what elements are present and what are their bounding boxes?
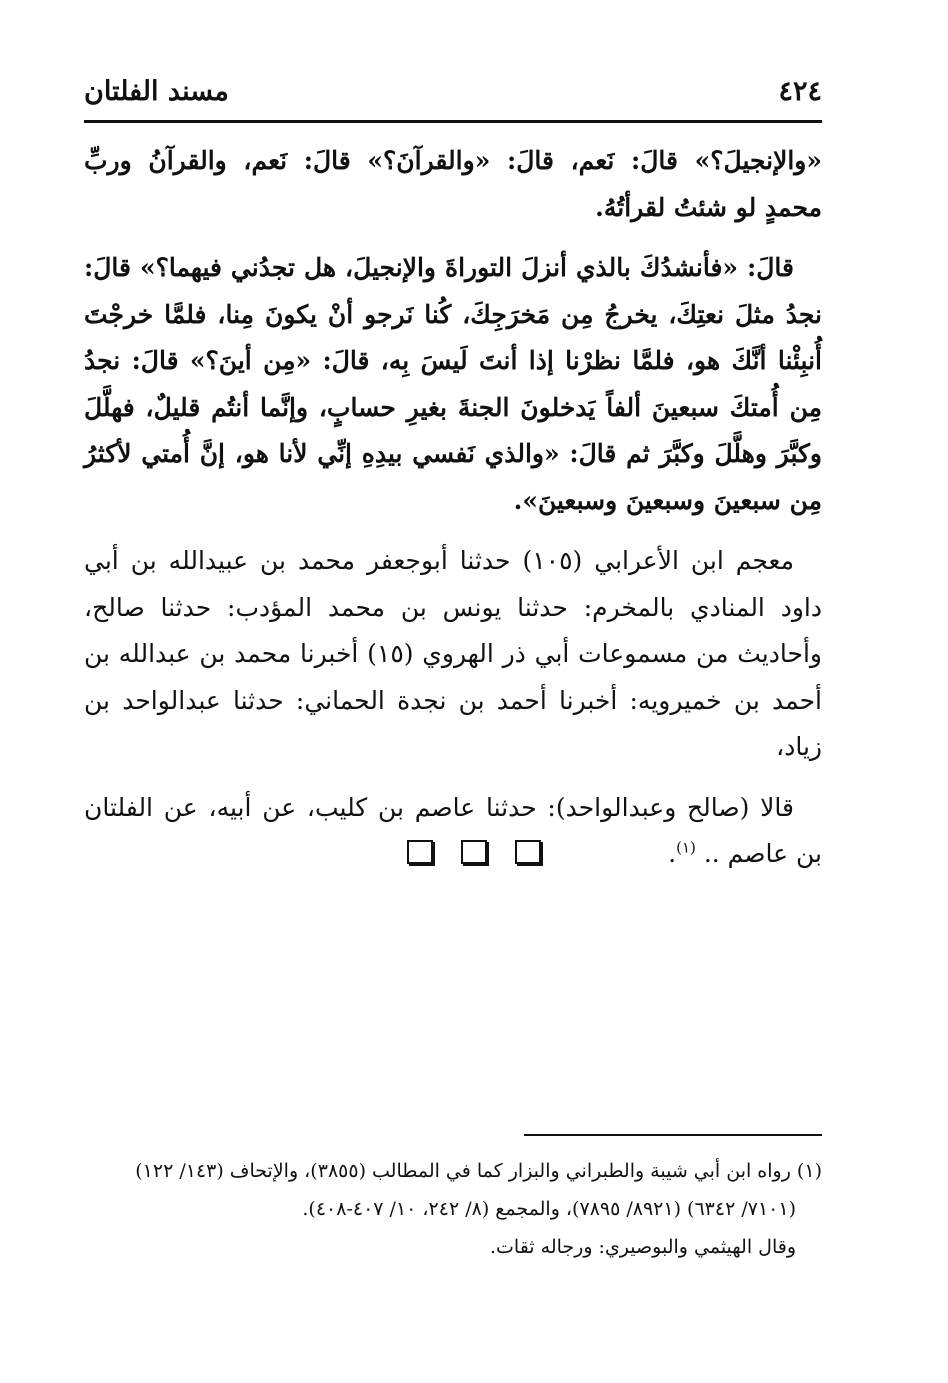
footnote-line-3: وقال الهيثمي والبوصيري: ورجاله ثقات. <box>489 1236 796 1258</box>
footnote-line-1: (١) رواه ابن أبي شيبة والطبراني والبزار كما في المطالب (٣٨٥٥)، والإتحاف (١٤٣/ ١٢٢) <box>135 1160 822 1182</box>
header-rule <box>84 120 822 123</box>
paragraph-isnad-1: معجم ابن الأعرابي (١٠٥) حدثنا أبوجعفر محمد بن عبيدالله بن أبي داود المنادي بالمخرم: حدثنا يونس بن محمد المؤدب: حدثنا صالح، وأحاديث من مسموعات أبي ذر الهروي (١٥) أخبرنا محمد بن عبدالله بن أحمد بن خميرويه: أخبرنا أحمد بن نجدة الحماني: حدثنا عبدالواحد بن زياد، <box>84 546 822 761</box>
section-separator <box>0 840 948 868</box>
footnote-rule <box>524 1134 822 1136</box>
running-title: مسند الفلتان <box>84 76 229 107</box>
footnote-line-2: (٧١٠١/ ٦٣٤٢) (٨٩٢١/ ٧٨٩٥)، والمجمع (٨/ ٢٤٢، ١٠/ ٤٠٧-٤٠٨). <box>302 1198 796 1220</box>
footnote-marker: (١) <box>676 838 696 857</box>
paragraph-dialogue-2: قالَ: «فأنشدُكَ بالذي أنزلَ التوراةَ والإنجيلَ، هل تجدُني فيهما؟» قالَ: نجدُ مثلَ نعتِكَ، يخرجُ مِن مَخرَجِكَ، كُنا نَرجو أنْ يكونَ مِنا، فلمَّا خرجْتَ أُنبِئْنا أنَّكَ هو، فلمَّا نظرْنا إذا أنتَ لَيسَ بِه، قالَ: «مِن أينَ؟» قالَ: نجدُ مِن أُمتكَ سبعينَ ألفاً يَدخلونَ الجنةَ بغيرِ حسابٍ، وإنَّما أنتُم قليلٌ، فهلَّلَ وكبَّرَ وهلَّلَ وكبَّرَ ثم قالَ: «والذي نَفسي بيدِهِ إنِّي لأنا هو، إنَّ أُمتي لأكثرُ مِن سبعينَ وسبعينَ وسبعينَ». <box>84 253 822 515</box>
isnad-text: قالا (صالح وعبدالواحد): حدثنا عاصم بن كليب، عن أبيه، عن الفلتان بن عاصم .. <box>84 792 822 868</box>
paragraph-dialogue-1: «والإنجيلَ؟» قالَ: نَعم، قالَ: «والقرآنَ؟» قالَ: نَعم، والقرآنُ وربِّ محمدٍ لو شئتُ لقرأتُهُ. <box>84 146 822 222</box>
separator-box-icon <box>515 840 541 864</box>
separator-box-icon <box>407 840 433 864</box>
footnotes <box>84 1152 822 1266</box>
isnad-end-period: . <box>668 839 677 868</box>
page-header <box>84 72 822 116</box>
main-text <box>84 138 822 892</box>
separator-box-icon <box>461 840 487 864</box>
page-number: ٤٢٤ <box>778 76 822 107</box>
